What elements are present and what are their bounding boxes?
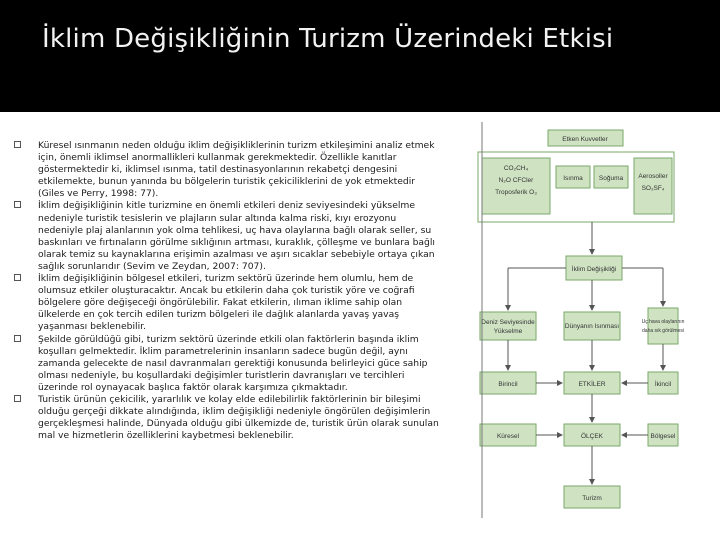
bullet-text: Şekilde görüldüğü gibi, turizm sektörü üzerinde etkili olan faktörlerin başında iklim koşulları gelmektedir. İklim parametrelerinin insanların sadece bugün değil, aynı zamanda gelecekte de nasıl davranmaları gerektiği konusunda belirleyici güce sahip olması nedeniyle, bu koşullardaki değişimler turistlerin davranışları ve tercihleri üzerinde rol oynayacak başlıca faktör olarak karşımıza çıkmaktadır.	[38, 333, 428, 393]
bullet-item	[14, 273, 442, 333]
deniz-label-2: Yükselme	[493, 328, 523, 335]
aerosoller-label: Aerosoller	[638, 173, 668, 180]
bolgesel-label: Bölgesel	[650, 433, 676, 440]
iklim-label: İklim Değişikliği	[571, 266, 617, 273]
bullet-text: İklim değişikliğinin kitle turizmine en önemli etkileri deniz seviyesindeki yükselme nedeniyle turistik tesislerin ve plajların sular altında kalma riski, kıyı erozyonu nedeniyle plaj alanlarının yok olma tehlikesi, uç hava olaylarına bağlı olarak seller, su baskınları ve fırtınaların görülme sıklığının artması, kuraklık, çölleşme ve bunlara bağlı olarak temiz su kaynaklarına erişimin azalması ve aşırı sıcaklar sebebiyle ortaya çıkan sağlık sorunlarıdır (Sevim ve Zeydan, 2007: 707).	[38, 200, 435, 272]
donyanin-label: Dünyanın Isınması	[564, 323, 620, 330]
deniz-label-1: Deniz Seviyesinde	[481, 319, 535, 326]
bullet-text: Küresel ısınmanın neden olduğu iklim değişikliklerinin turizm etkileşimini analiz etmek için, önemli iklimsel anormallikleri kullanmak gerekmektedir. Özellikle kanıtlar göstermektedir ki, iklimsel ısınma, tatil destinasyonlarının rekabetçi dengesini etkilemekte, bunun yanında bu bölgelerin turistik çekiciliklerini de yok etmektedir (Giles ve Perry, 1998: 77).	[38, 140, 435, 200]
turizm-label: Turizm	[582, 495, 602, 502]
title-bar	[0, 0, 720, 112]
gas-label-2: N₂O CFCler	[498, 177, 534, 184]
uchava-box	[648, 308, 678, 344]
uchava-label-1: Uç hava olaylarının	[641, 319, 685, 325]
gas-label-1: CO₂CH₄	[503, 165, 529, 172]
isinma-label: Isınma	[563, 175, 583, 182]
ikincil-label: İkincil	[654, 381, 672, 388]
bullet-square-icon	[14, 335, 21, 342]
bullet-item	[14, 200, 442, 273]
bullet-square-icon	[14, 201, 21, 208]
bullet-text: Turistik ürünün çekicilik, yararlılık ve kolay elde edilebilirlik faktörlerinin bir bileşimi olduğu gerçeği dikkate alındığında, iklim değişikliği nedeniyle öngörülen değişimlerin gerçekleşmesi halinde, Dünyada olduğu gibi ülkemizde de, turistik ürün olarak sunulan mal ve hizmetlerin özelliklerini kaybetmesi beklenebilir.	[38, 393, 439, 442]
slide-title: İklim Değişikliğinin Turizm Üzerindeki Etkisi	[42, 24, 614, 54]
bullet-item	[14, 140, 442, 200]
deniz-box	[480, 312, 536, 340]
gas-label-3: Troposferik O₃	[495, 189, 537, 196]
bullet-list	[14, 140, 442, 442]
birincil-label: Birincil	[498, 381, 518, 388]
bullet-square-icon	[14, 274, 21, 281]
bullet-square-icon	[14, 141, 21, 148]
etkiler-label: ETKİLER	[578, 381, 606, 388]
etken-label: Etken Kuvvetler	[562, 136, 608, 143]
climate-tourism-diagram	[478, 118, 685, 520]
soguma-label: Soğuma	[598, 175, 624, 182]
bullet-text: İklim değişikliğinin bölgesel etkileri, turizm sektörü üzerinde hem olumlu, hem de olumsuz etkiler oluşturacaktır. Ancak bu etkilerin daha çok turistik yöre ve coğrafi bölgelere göre değişeceği öngörülebilir. Fakat etkilerin, ılıman iklime sahip olan ülkelerde en çok tercih edilen turizm bölgeleri ile dağlık alanlarda yavaş yavaş yaşanması beklenebilir.	[38, 273, 415, 333]
bullet-square-icon	[14, 395, 21, 402]
kuresel-label: Küresel	[496, 433, 520, 440]
bullet-item	[14, 334, 442, 394]
aerosoller-label-2: SO₂SF₄	[641, 185, 665, 192]
uchava-label-2: daha sık görülmesi	[642, 328, 684, 334]
bullet-item	[14, 394, 442, 442]
diagram-svg	[478, 118, 685, 520]
olcek-label: ÖLÇEK	[580, 433, 604, 440]
